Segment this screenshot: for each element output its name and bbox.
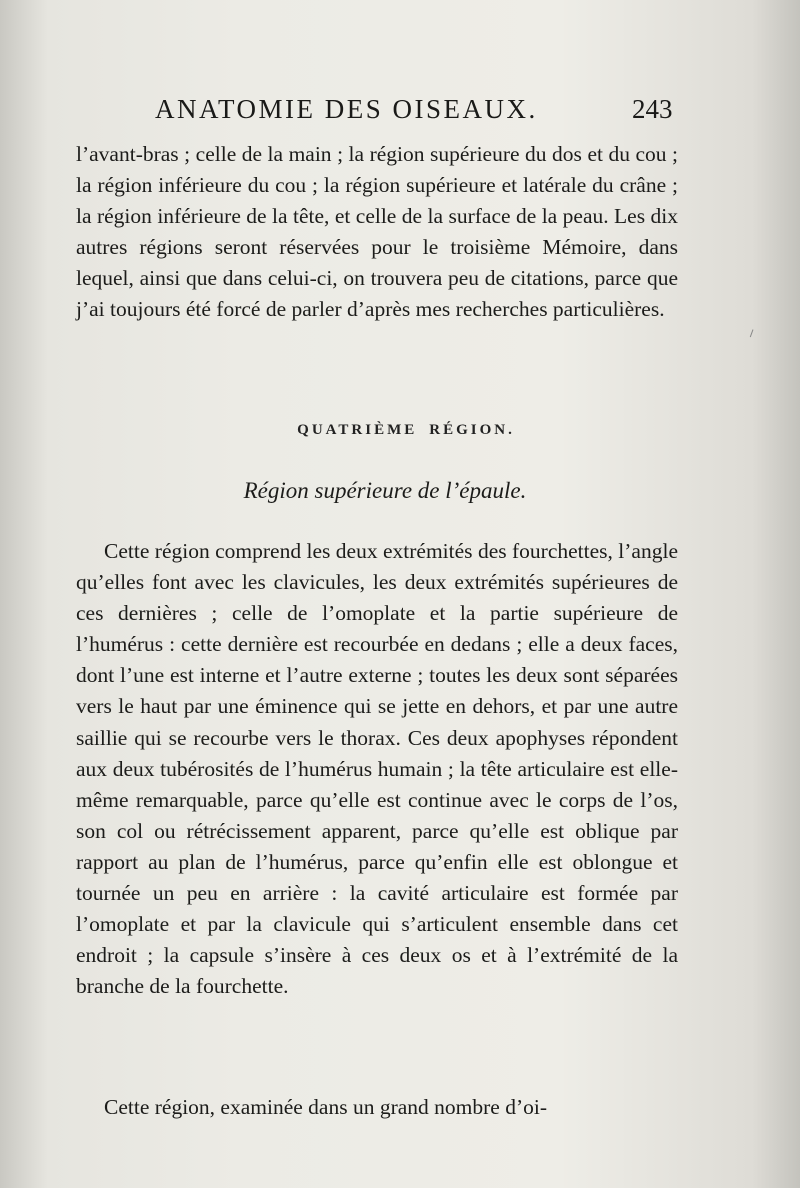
body-text [76, 536, 678, 1002]
section-subtitle: Région supérieure de l’épaule. [243, 478, 527, 503]
running-head [0, 94, 800, 134]
margin-mark [750, 329, 757, 338]
page-number: 243 [632, 94, 673, 124]
section-heading [0, 422, 800, 439]
last-paragraph-block [76, 1092, 678, 1123]
continuation-text [76, 139, 678, 326]
last-paragraph: Cette région, examinée dans un grand nombre d’oi- [104, 1095, 547, 1119]
section-heading-number: QUATRIÈME [297, 422, 418, 438]
body-paragraph: Cette région comprend les deux extrémités des fourchettes, l’angle qu’elles font avec les clavicules, les deux extrémités supérieures de ces dernières ; celle de l’omoplate et la partie supérieure de l’humérus : cette dernière est recourbée en dedans ; elle a deux faces, dont l’une est interne et l’autre externe ; toutes les deux sont séparées vers le haut par une éminence qui se jette en dehors, et par une autre saillie qui se recourbe vers le thorax. Ces deux apophyses répondent aux deux tubérosités de l’humérus humain ; la tête articulaire est elle-même remarquable, parce qu’elle est continue avec le corps de l’os, son col ou rétrécissement apparent, parce qu’elle est oblique par rapport au plan de l’humérus, parce qu’enfin elle est oblongue et tournée un peu en arrière : la cavité articulaire est formée par l’omoplate et par la clavicule qui s’articulent ensemble dans cet endroit ; la capsule s’insère à ces deux os et à l’extrémité de la branche de la fourchette. [76, 539, 678, 999]
continuation-paragraph: l’avant-bras ; celle de la main ; la région supérieure du dos et du cou ; la région inférieure du cou ; la région supérieure et latérale du crâne ; la région inférieure de la tête, et celle de la surface de la peau. Les dix autres régions seront réservées pour le troisième Mémoire, dans lequel, ainsi que dans celui-ci, on trouvera peu de citations, parce que j’ai toujours été forcé de parler d’après mes recherches particulières. [76, 142, 678, 322]
section-heading-word: RÉGION. [429, 422, 515, 438]
running-title: ANATOMIE DES OISEAUX. [155, 94, 538, 124]
